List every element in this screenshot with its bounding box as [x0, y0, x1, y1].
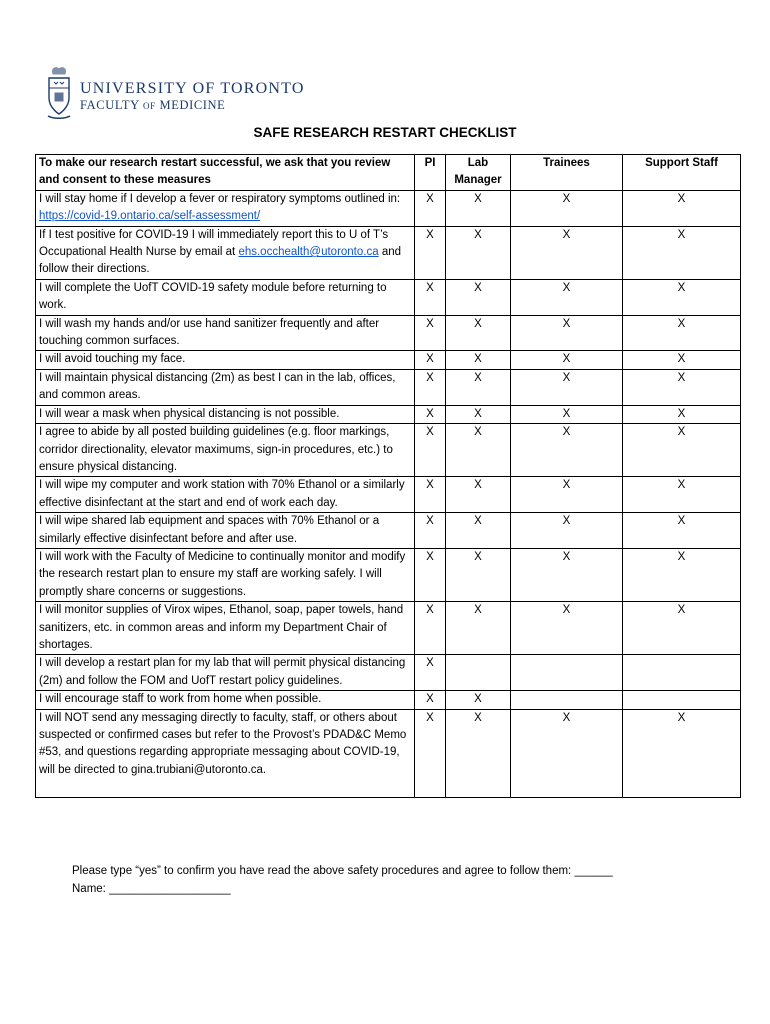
- measure-text: [36, 190, 415, 226]
- measure-text-part: I will maintain physical distancing (2m) as best I can in the lab, offices, and common areas.: [39, 371, 396, 402]
- email-link[interactable]: ehs.occhealth@utoronto.ca: [238, 246, 379, 259]
- column-header-measures: To make our research restart successful, we ask that you review and consent to these measures: [36, 155, 415, 191]
- trainees-mark: X: [511, 315, 623, 351]
- table-row: [36, 424, 741, 477]
- measure-text: [36, 405, 415, 423]
- measure-text-part: I will develop a restart plan for my lab that will permit physical distancing (2m) and follow the FOM and UofT restart policy guidelines.: [39, 657, 406, 687]
- table-row: [36, 709, 741, 798]
- pi-mark: X: [415, 691, 446, 709]
- pi-mark: X: [415, 602, 446, 655]
- trainees-mark: X: [511, 279, 623, 315]
- trainees-mark: X: [511, 709, 623, 798]
- measure-text-part: and follow their directions.: [39, 246, 402, 276]
- table-row: [36, 226, 741, 279]
- lab-manager-mark: X: [446, 405, 511, 423]
- measure-text: [36, 424, 415, 477]
- table-row: [36, 369, 741, 405]
- measure-text: [36, 226, 415, 279]
- table-row: [36, 602, 741, 655]
- table-row: [36, 691, 741, 709]
- pi-mark: X: [415, 190, 446, 226]
- lab-manager-mark: X: [446, 513, 511, 549]
- table-row: [36, 279, 741, 315]
- trainees-mark: [511, 655, 623, 691]
- self-assessment-link[interactable]: https://covid-19.ontario.ca/self-assessment/: [39, 210, 261, 223]
- measure-text-part: I will avoid touching my face.: [39, 353, 186, 366]
- pi-mark: X: [415, 405, 446, 423]
- pi-mark: X: [415, 477, 446, 513]
- support-staff-mark: [623, 655, 741, 691]
- university-crest-icon: [44, 64, 74, 122]
- measure-text-part: I will encourage staff to work from home when possible.: [39, 693, 322, 706]
- measure-text-part: I will wipe shared lab equipment and spaces with 70% Ethanol or a similarly effective disinfectant before and after use.: [39, 515, 380, 545]
- lab-manager-mark: X: [446, 424, 511, 477]
- measure-text: [36, 369, 415, 405]
- pi-mark: X: [415, 351, 446, 369]
- table-row: [36, 190, 741, 226]
- trainees-mark: X: [511, 477, 623, 513]
- lab-manager-mark: X: [446, 279, 511, 315]
- support-staff-mark: X: [623, 477, 741, 513]
- support-staff-mark: X: [623, 190, 741, 226]
- lab-manager-mark: X: [446, 709, 511, 798]
- measure-text-part: I will NOT send any messaging directly to faculty, staff, or others about suspected or confirmed cases but refer to the Provost’s PDAD&C Memo #53, and questions regarding appropriate messaging about COVID-19, will be directed to gina.trubiani@utoronto.ca.: [39, 711, 407, 776]
- table-header-row: [36, 155, 741, 191]
- measure-text: [36, 548, 415, 601]
- support-staff-mark: X: [623, 351, 741, 369]
- trainees-mark: X: [511, 405, 623, 423]
- support-staff-mark: X: [623, 369, 741, 405]
- pi-mark: X: [415, 513, 446, 549]
- column-header-trainees: Trainees: [511, 155, 623, 191]
- confirmation-section: [72, 862, 613, 898]
- trainees-mark: X: [511, 513, 623, 549]
- page-title: SAFE RESEARCH RESTART CHECKLIST: [253, 125, 517, 140]
- lab-manager-mark: X: [446, 351, 511, 369]
- measure-text-part: I agree to abide by all posted building guidelines (e.g. floor markings, corridor directionality, elevator maximums, sign-in procedures, etc.) to ensure physical distancing.: [39, 426, 393, 473]
- pi-mark: X: [415, 369, 446, 405]
- lab-manager-mark: X: [446, 226, 511, 279]
- trainees-mark: X: [511, 190, 623, 226]
- measure-text-part: I will stay home if I develop a fever or respiratory symptoms outlined in:: [39, 192, 401, 205]
- lab-manager-mark: X: [446, 602, 511, 655]
- lab-manager-mark: X: [446, 315, 511, 351]
- university-name: UNIVERSITY OF TORONTO: [80, 80, 305, 97]
- measure-text-part: I will wipe my computer and work station with 70% Ethanol or a similarly effective disinfectant at the start and end of work each day.: [39, 479, 405, 509]
- measure-text-part: I will work with the Faculty of Medicine to continually monitor and modify the research restart plan to ensure my staff are working safely. I will promptly share concerns or suggestions.: [39, 550, 406, 598]
- measure-text: [36, 709, 415, 798]
- name-field[interactable]: Name: ___________________: [72, 883, 231, 895]
- table-row: [36, 513, 741, 549]
- support-staff-mark: X: [623, 315, 741, 351]
- pi-mark: X: [415, 315, 446, 351]
- measure-text-part: I will complete the UofT COVID-19 safety module before returning to work.: [39, 281, 387, 312]
- lab-manager-mark: X: [446, 548, 511, 601]
- lab-manager-mark: X: [446, 477, 511, 513]
- measure-text-part: I will wear a mask when physical distancing is not possible.: [39, 407, 340, 420]
- table-row: [36, 477, 741, 513]
- trainees-mark: X: [511, 369, 623, 405]
- measure-text: [36, 602, 415, 655]
- support-staff-mark: X: [623, 279, 741, 315]
- support-staff-mark: [623, 691, 741, 709]
- measure-text: [36, 655, 415, 691]
- pi-mark: X: [415, 709, 446, 798]
- measure-text-part: I will monitor supplies of Virox wipes, Ethanol, soap, paper towels, hand sanitizers, etc. in common areas and inform my Department Chair of shortages.: [39, 604, 404, 651]
- measure-text: [36, 351, 415, 369]
- measure-text: [36, 691, 415, 709]
- measure-text-part: If I test positive for COVID-19 I will immediately report this to U of T’s Occupational Health Nurse by email at: [39, 228, 389, 259]
- table-row: [36, 351, 741, 369]
- table-row: [36, 655, 741, 691]
- faculty-name: FACULTY OF MEDICINE: [80, 98, 226, 112]
- lab-manager-mark: X: [446, 369, 511, 405]
- lab-manager-mark: [446, 655, 511, 691]
- table-row: [36, 315, 741, 351]
- measure-text: [36, 315, 415, 351]
- pi-mark: X: [415, 655, 446, 691]
- support-staff-mark: X: [623, 602, 741, 655]
- checklist-table: [35, 154, 741, 798]
- table-row: [36, 405, 741, 423]
- lab-manager-mark: X: [446, 691, 511, 709]
- column-header-pi: PI: [415, 155, 446, 191]
- trainees-mark: [511, 691, 623, 709]
- column-header-lab-manager: Lab Manager: [446, 155, 511, 191]
- support-staff-mark: X: [623, 424, 741, 477]
- pi-mark: X: [415, 279, 446, 315]
- pi-mark: X: [415, 548, 446, 601]
- confirm-prompt[interactable]: Please type “yes” to confirm you have read the above safety procedures and agree to follow them: ______: [72, 865, 613, 877]
- measure-text-part: I will wash my hands and/or use hand sanitizer frequently and after touching common surfaces.: [39, 317, 380, 348]
- lab-manager-mark: X: [446, 190, 511, 226]
- column-header-support-staff: Support Staff: [623, 155, 741, 191]
- trainees-mark: X: [511, 602, 623, 655]
- trainees-mark: X: [511, 424, 623, 477]
- trainees-mark: X: [511, 351, 623, 369]
- measure-text: [36, 513, 415, 549]
- pi-mark: X: [415, 424, 446, 477]
- table-row: [36, 548, 741, 601]
- support-staff-mark: X: [623, 513, 741, 549]
- support-staff-mark: X: [623, 405, 741, 423]
- trainees-mark: X: [511, 548, 623, 601]
- measure-text: [36, 477, 415, 513]
- trainees-mark: X: [511, 226, 623, 279]
- support-staff-mark: X: [623, 226, 741, 279]
- support-staff-mark: X: [623, 709, 741, 798]
- pi-mark: X: [415, 226, 446, 279]
- measure-text: [36, 279, 415, 315]
- support-staff-mark: X: [623, 548, 741, 601]
